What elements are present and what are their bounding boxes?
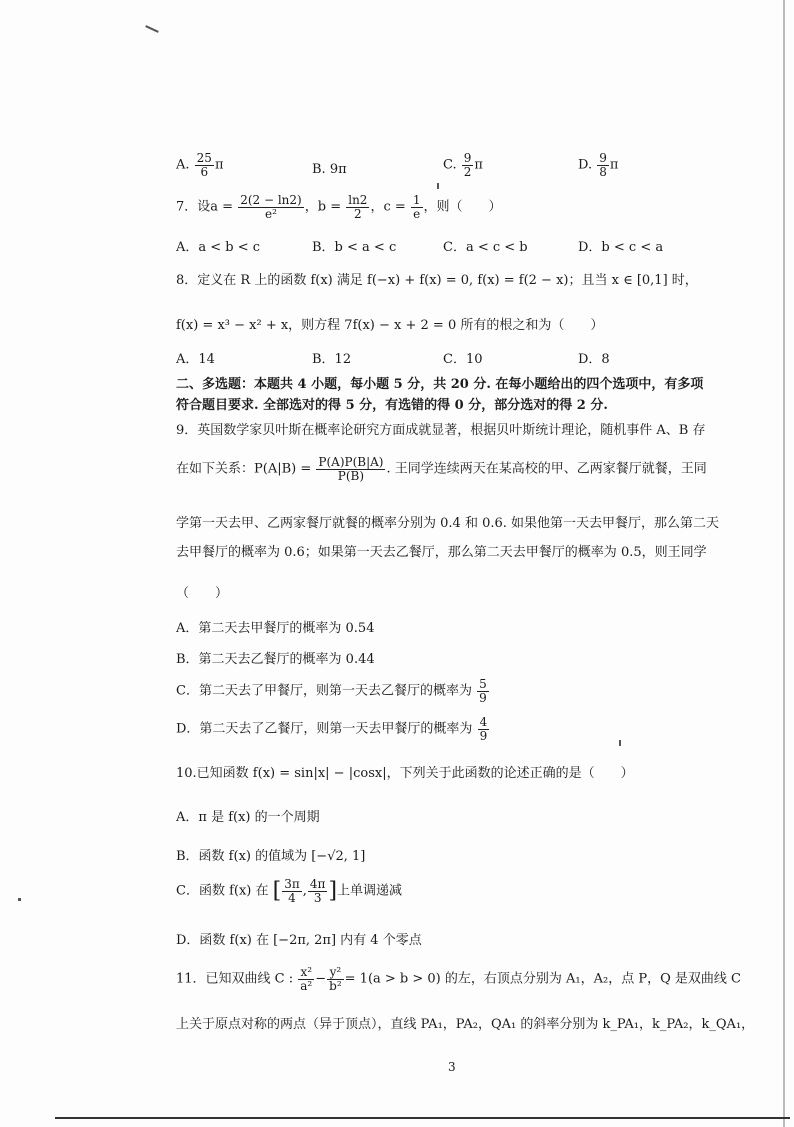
q8-option-b: B．12 bbox=[312, 352, 352, 367]
page-number: 3 bbox=[448, 1060, 456, 1074]
q10-option-b: B．函数 f(x) 的值域为 [−√2, 1] bbox=[176, 849, 366, 864]
q7-option-d: D．b < c < a bbox=[578, 240, 664, 255]
q9-option-d: D．第二天去了乙餐厅，则第一天去甲餐厅的概率为 $\frac{4}{9}$ bbox=[176, 715, 488, 743]
q7-option-c: C．a < c < b bbox=[443, 240, 528, 255]
q7-option-a: A．a < b < c bbox=[176, 240, 261, 255]
q10-option-a: A．π 是 f(x) 的一个周期 bbox=[176, 810, 320, 825]
scan-dot bbox=[18, 898, 21, 901]
q9-option-b: B．第二天去乙餐厅的概率为 0.44 bbox=[176, 652, 375, 667]
q9-stem-line4: 去甲餐厅的概率为 0.6；如果第一天去乙餐厅，那么第二天去甲餐厅的概率为 0.5，则王同学 bbox=[176, 545, 707, 560]
q10-stem: 10.已知函数 f(x) = sin|x| − |cosx|，下列关于此函数的论述正确的是（ ） bbox=[176, 766, 634, 781]
q6-option-b: B. 9π bbox=[312, 162, 347, 177]
q9-option-a: A．第二天去甲餐厅的概率为 0.54 bbox=[176, 621, 375, 636]
q8-option-d: D．8 bbox=[578, 352, 610, 367]
q6-option-a: A. $\frac{25}{6}$ π bbox=[176, 151, 224, 179]
q11-stem-line2: 上关于原点对称的两点（异于顶点），直线 PA₁，PA₂，QA₁ 的斜率分别为 k_PA₁，k_PA₂，k_QA₁， bbox=[176, 1017, 755, 1032]
page-edge bbox=[783, 0, 785, 1127]
section-heading-line2: 符合题目要求. 全部选对的得 5 分，有选错的得 0 分，部分选对的得 2 分. bbox=[176, 398, 608, 413]
q8-stem-line1: 8．定义在 R 上的函数 f(x) 满足 f(−x) + f(x) = 0, f(x) = f(2 − x)；且当 x ∈ [0,1] 时， bbox=[176, 273, 698, 288]
footer-rule bbox=[55, 1117, 790, 1119]
section-heading-line1: 二、多选题：本题共 4 小题，每小题 5 分，共 20 分. 在每小题给出的四个选项中，有多项 bbox=[176, 377, 704, 392]
q7-stem: 7．设a = $\frac{2(2 - \ln 2)}{\text{e²}}$ ，b = $\frac{\ln 2}{2}$ ，c = $\frac{1}{e}$ ，则（ ） bbox=[176, 193, 502, 221]
q8-stem-line2: f(x) = x³ − x² + x，则方程 7f(x) − x + 2 = 0 所有的根之和为（ ） bbox=[176, 318, 604, 333]
q9-stem-line5: （ ） bbox=[176, 586, 229, 601]
q9-stem-line3: 学第一天去甲、乙两家餐厅就餐的概率分别为 0.4 和 0.6. 如果他第一天去甲餐厅，那么第二天 bbox=[176, 516, 720, 531]
q9-stem-line1: 9．英国数学家贝叶斯在概率论研究方面成就显著，根据贝叶斯统计理论，随机事件 A、B 存 bbox=[176, 423, 706, 438]
q9-option-c: C．第二天去了甲餐厅，则第一天去乙餐厅的概率为 $\frac{5}{9}$ bbox=[176, 677, 487, 705]
q9-stem-line2: 在如下关系：P(A|B) = $\frac{P(A)P(B|A)}{P(B)}$ . 王同学连续两天在某高校的甲、乙两家餐厅就餐，王同 bbox=[176, 455, 707, 483]
q8-option-a: A．14 bbox=[176, 352, 215, 367]
q7-option-b: B．b < a < c bbox=[312, 240, 397, 255]
scan-dot bbox=[437, 183, 439, 189]
q11-stem-line1: 11．已知双曲线 C : $\frac{\text{x²}}{\text{a²}}$ − $\frac{\text{y²}}{\text{b²}}$ = 1(a > b > 0) 的左，右顶点分别为 A₁，A₂，点 P，Q 是双曲线 C bbox=[176, 965, 741, 993]
q10-option-d: D．函数 f(x) 在 [−2π, 2π] 内有 4 个零点 bbox=[176, 933, 422, 948]
q8-option-c: C．10 bbox=[443, 352, 483, 367]
q6-option-c: C. $\frac{9}{2}$ π bbox=[443, 151, 483, 179]
q6-option-d: D. $\frac{9}{8}$ π bbox=[578, 151, 619, 179]
scan-mark bbox=[145, 25, 159, 33]
q10-option-c: C．函数 f(x) 在 [ $\frac{3\pi}{4}$ , $\frac{4\pi}{3}$ ]上单调递减 bbox=[176, 877, 403, 905]
scan-dot bbox=[619, 740, 621, 746]
